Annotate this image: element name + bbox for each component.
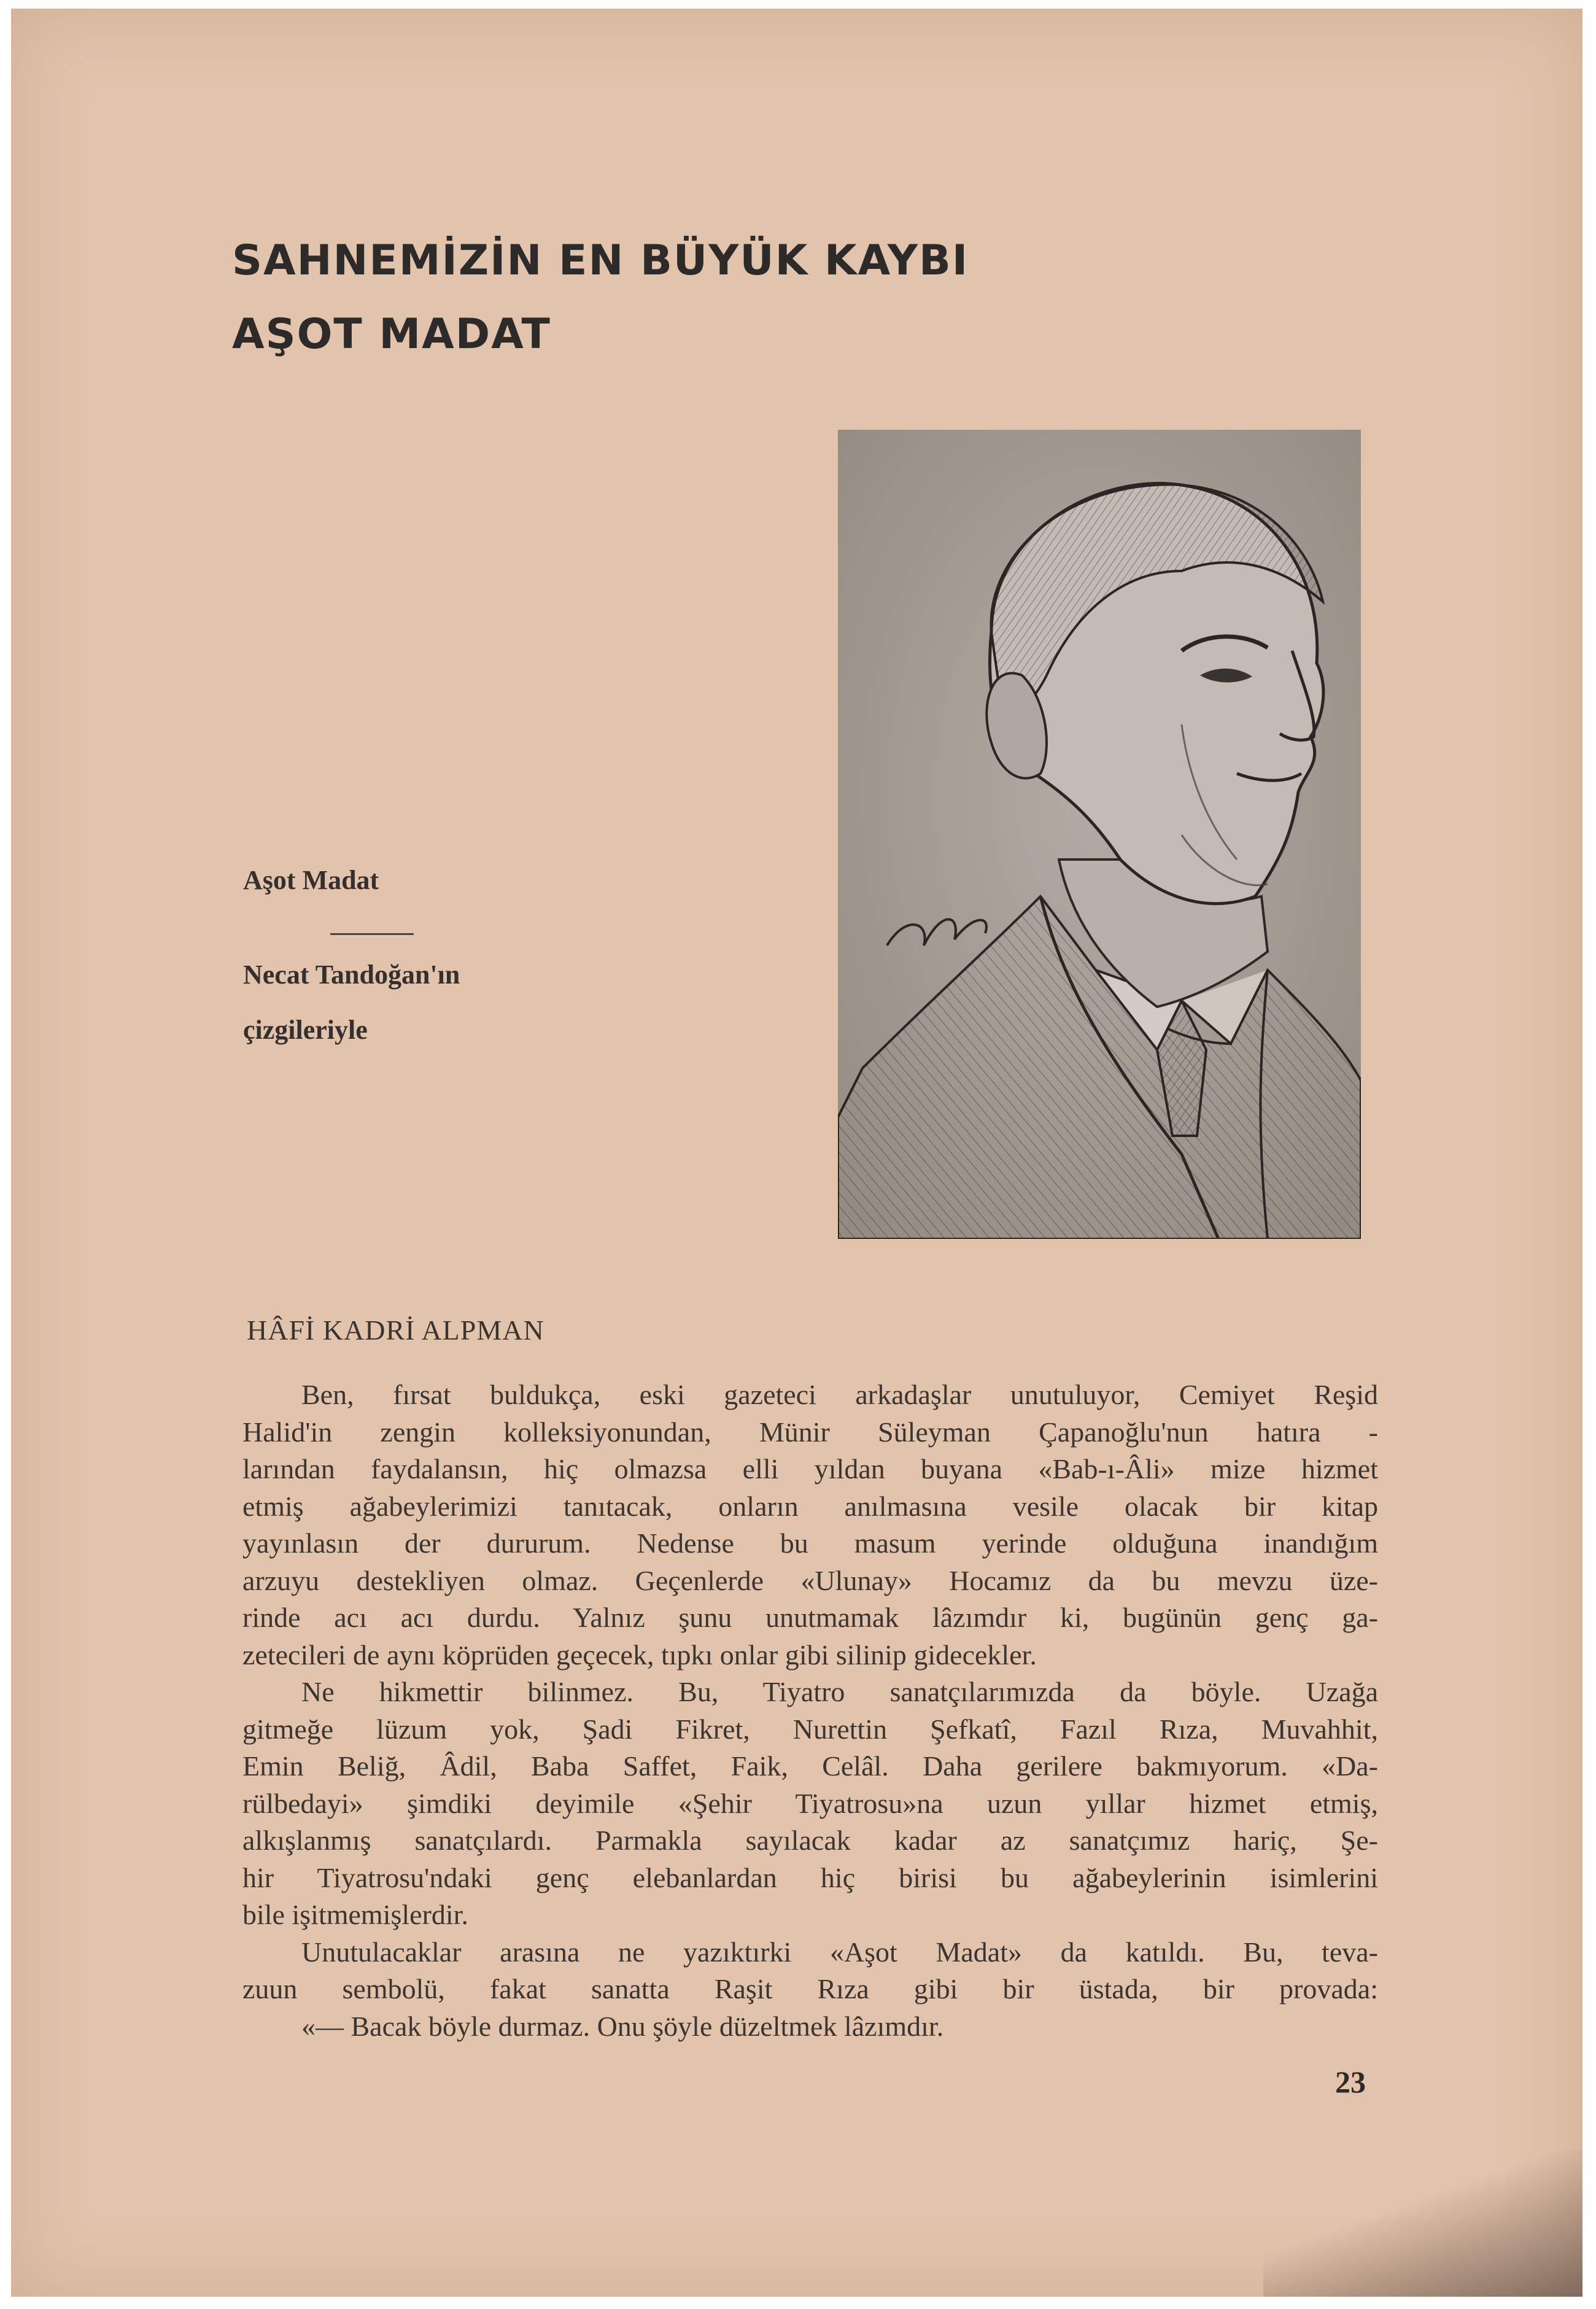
paper-stain xyxy=(1263,2149,1582,2297)
headline-line-2: AŞOT MADAT xyxy=(232,310,551,359)
headline-line-1: SAHNEMİZİN EN BÜYÜK KAYBI xyxy=(232,236,969,285)
author-byline: HÂFİ KADRİ ALPMAN xyxy=(247,1314,544,1346)
body-line: arzuyu destekliyen olmaz. Geçenlerde «Ulunay» Hocamız da bu mevzu üze- xyxy=(242,1564,1378,1596)
body-line: Ben, fırsat buldukça, eski gazeteci arkadaşlar unutuluyor, Cemiyet Reşid xyxy=(301,1379,1378,1410)
body-line: hir Tiyatrosu'ndaki genç elebanlardan hiç birisi bu ağabeylerinin isimlerini xyxy=(242,1861,1378,1893)
body-line: Halid'in zengin kolleksiyonundan, Münir Süleyman Çapanoğlu'nun hatıra - xyxy=(242,1416,1378,1448)
caption-divider xyxy=(330,933,414,935)
body-line: bile işitmemişlerdir. xyxy=(242,1899,468,1930)
body-line: rülbedayi» şimdiki deyimile «Şehir Tiyatrosu»na uzun yıllar hizmet etmiş, xyxy=(242,1787,1378,1819)
body-line: «— Bacak böyle durmaz. Onu şöyle düzeltmek lâzımdır. xyxy=(301,2010,944,2042)
portrait-sketch-image xyxy=(838,430,1361,1239)
body-line: rinde acı acı durdu. Yalnız şunu unutmamak lâzımdır ki, bugünün genç ga- xyxy=(242,1602,1378,1633)
body-line: yayınlasın der dururum. Nedense bu masum yerinde olduğuna inandığım xyxy=(242,1527,1378,1559)
sketch-drawing xyxy=(838,430,1361,1239)
figure-caption-credit-line-2: çizgileriyle xyxy=(243,1015,368,1045)
body-line: Emin Beliğ, Âdil, Baba Saffet, Faik, Celâl. Daha gerilere bakmıyorum. «Da- xyxy=(242,1750,1378,1782)
body-line: zetecileri de aynı köprüden geçecek, tıpkı onlar gibi silinip gidecekler. xyxy=(242,1639,1037,1671)
figure-caption-credit-line-1: Necat Tandoğan'ın xyxy=(243,960,460,990)
body-line: gitmeğe lüzum yok, Şadi Fikret, Nurettin Şefkatî, Fazıl Rıza, Muvahhit, xyxy=(242,1713,1378,1745)
article-body xyxy=(242,1376,1378,2045)
body-line: Unutulacaklar arasına ne yazıktırki «Aşot Madat» da katıldı. Bu, teva- xyxy=(301,1936,1378,1968)
figure-caption-subject: Aşot Madat xyxy=(243,865,379,895)
body-line: etmiş ağabeylerimizi tanıtacak, onların anılmasına vesile olacak bir kitap xyxy=(242,1490,1378,1522)
body-line: zuun sembolü, fakat sanatta Raşit Rıza gibi bir üstada, bir provada: xyxy=(242,1973,1378,2004)
page-number: 23 xyxy=(1335,2065,1366,2099)
body-line: Ne hikmettir bilinmez. Bu, Tiyatro sanatçılarımızda da böyle. Uzağa xyxy=(301,1676,1378,1707)
body-line: alkışlanmış sanatçılardı. Parmakla sayılacak kadar az sanatçımız hariç, Şe- xyxy=(242,1825,1378,1856)
body-line: larından faydalansın, hiç olmazsa elli yıldan buyana «Bab-ı-Âli» mize hizmet xyxy=(242,1453,1378,1484)
